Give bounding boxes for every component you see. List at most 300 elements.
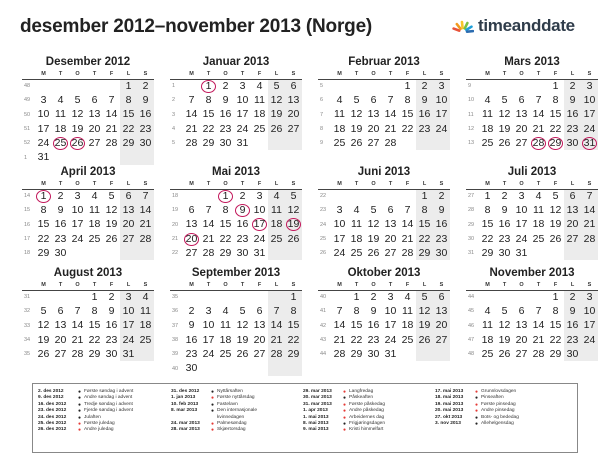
day-cell bbox=[200, 290, 217, 304]
holiday-day-number: 29 bbox=[549, 136, 562, 149]
day-number: 18 bbox=[532, 218, 545, 231]
week-number: 7 bbox=[320, 111, 324, 118]
week-number: 38 bbox=[172, 337, 179, 344]
day-number: 15 bbox=[418, 218, 431, 231]
day-cell bbox=[581, 319, 598, 333]
day-cell bbox=[365, 93, 382, 107]
day-cell bbox=[433, 347, 450, 361]
week-row bbox=[22, 246, 154, 260]
day-number: 15 bbox=[549, 319, 562, 332]
day-cell bbox=[183, 218, 200, 232]
day-number: 15 bbox=[37, 218, 50, 231]
weekday-header: M bbox=[183, 281, 200, 290]
day-cell bbox=[234, 232, 251, 246]
week-number: 22 bbox=[320, 193, 327, 200]
day-cell bbox=[234, 347, 251, 361]
day-cell bbox=[331, 232, 348, 246]
day-number: 19 bbox=[105, 218, 118, 231]
day-number: 7 bbox=[74, 304, 81, 317]
day-cell bbox=[399, 218, 416, 232]
day-number: 18 bbox=[333, 122, 346, 135]
weekday-header: M bbox=[35, 180, 52, 189]
day-number: 21 bbox=[270, 333, 283, 346]
day-cell bbox=[496, 218, 513, 232]
day-cell bbox=[331, 79, 348, 93]
day-number: 19 bbox=[549, 218, 562, 231]
week-number-header bbox=[466, 180, 479, 189]
red-dot-icon: ● bbox=[475, 389, 479, 395]
day-number: 27 bbox=[122, 232, 135, 245]
day-number: 9 bbox=[57, 203, 64, 216]
month-title: August 2013 bbox=[53, 267, 123, 279]
red-dot-icon: ● bbox=[211, 427, 215, 434]
week-row bbox=[318, 304, 450, 318]
day-number: 2 bbox=[142, 79, 149, 92]
weekday-header: S bbox=[285, 180, 302, 189]
day-cell bbox=[479, 246, 496, 260]
day-cell bbox=[416, 93, 433, 107]
day-cell bbox=[285, 189, 302, 203]
day-number: 13 bbox=[54, 319, 67, 332]
weekday-header-row bbox=[466, 180, 598, 189]
day-number: 24 bbox=[333, 246, 346, 259]
day-number: 30 bbox=[54, 246, 67, 259]
day-number: 20 bbox=[287, 108, 300, 121]
day-cell bbox=[581, 290, 598, 304]
week-number-header bbox=[170, 281, 183, 290]
day-number: 30 bbox=[185, 362, 198, 375]
holiday-name: Første påskedag bbox=[349, 401, 385, 407]
day-cell bbox=[268, 93, 285, 107]
weekday-header: T bbox=[86, 180, 103, 189]
day-cell bbox=[399, 93, 416, 107]
holiday-name: Palmesøndag bbox=[217, 420, 247, 426]
day-number: 11 bbox=[482, 108, 493, 121]
day-number: 20 bbox=[253, 333, 266, 346]
holiday-date: 31. des 2012 bbox=[171, 389, 200, 394]
day-cell bbox=[416, 79, 433, 93]
weekday-header: F bbox=[251, 281, 268, 290]
day-cell bbox=[35, 203, 52, 217]
month-grid bbox=[466, 281, 598, 361]
week-row bbox=[466, 189, 598, 203]
weekday-header: F bbox=[547, 180, 564, 189]
week-number: 51 bbox=[24, 126, 31, 133]
day-cell bbox=[69, 189, 86, 203]
day-cell bbox=[251, 136, 268, 150]
day-number: 27 bbox=[435, 333, 448, 346]
day-cell bbox=[382, 93, 399, 107]
day-cell bbox=[103, 319, 120, 333]
day-number: 16 bbox=[566, 319, 579, 332]
day-cell bbox=[69, 246, 86, 260]
day-cell bbox=[433, 333, 450, 347]
week-number: 24 bbox=[320, 221, 327, 228]
week-row bbox=[170, 319, 302, 333]
day-number: 9 bbox=[501, 203, 508, 216]
day-cell bbox=[433, 108, 450, 122]
day-number: 19 bbox=[498, 333, 511, 346]
day-cell bbox=[479, 304, 496, 318]
day-cell bbox=[564, 108, 581, 122]
day-number: 30 bbox=[498, 246, 511, 259]
day-cell bbox=[200, 93, 217, 107]
day-number: 16 bbox=[139, 108, 152, 121]
weekday-header: T bbox=[496, 281, 513, 290]
day-cell bbox=[137, 79, 154, 93]
weekday-header: L bbox=[268, 180, 285, 189]
day-cell bbox=[496, 290, 513, 304]
week-number: 50 bbox=[24, 111, 31, 118]
day-cell bbox=[530, 108, 547, 122]
day-number: 18 bbox=[88, 218, 101, 231]
day-cell bbox=[200, 347, 217, 361]
weekday-header: S bbox=[285, 281, 302, 290]
day-number: 8 bbox=[552, 304, 559, 317]
week-number: 46 bbox=[468, 322, 475, 329]
day-cell bbox=[234, 246, 251, 260]
day-number: 17 bbox=[122, 319, 135, 332]
day-number: 29 bbox=[37, 246, 50, 259]
day-cell bbox=[86, 203, 103, 217]
week-number: 12 bbox=[468, 126, 475, 133]
week-number: 44 bbox=[468, 294, 475, 301]
day-number: 30 bbox=[236, 246, 249, 259]
day-number: 13 bbox=[185, 218, 198, 231]
day-cell bbox=[382, 319, 399, 333]
day-number: 6 bbox=[91, 93, 98, 106]
day-cell bbox=[234, 203, 251, 217]
day-number: 7 bbox=[387, 93, 394, 106]
month-calendar bbox=[22, 165, 154, 260]
day-cell bbox=[86, 218, 103, 232]
month-title: Januar 2013 bbox=[202, 56, 270, 68]
day-number: 24 bbox=[515, 232, 528, 245]
holiday-date: 16. des 2012 bbox=[38, 401, 67, 407]
black-dot-icon: ● bbox=[475, 395, 479, 402]
day-cell bbox=[513, 290, 530, 304]
weekday-header: T bbox=[382, 281, 399, 290]
week-number: 31 bbox=[24, 294, 31, 301]
holiday-day-number: 9 bbox=[235, 204, 250, 217]
weekday-header: T bbox=[348, 70, 365, 79]
day-cell bbox=[564, 79, 581, 93]
day-cell bbox=[399, 189, 416, 203]
day-number: 7 bbox=[535, 93, 542, 106]
day-cell bbox=[416, 136, 433, 150]
day-number: 16 bbox=[435, 218, 448, 231]
day-cell bbox=[382, 232, 399, 246]
day-cell bbox=[268, 108, 285, 122]
week-number-header bbox=[170, 70, 183, 79]
weekday-header: S bbox=[137, 281, 154, 290]
day-number: 5 bbox=[239, 304, 246, 317]
day-cell bbox=[382, 136, 399, 150]
day-number: 23 bbox=[139, 122, 152, 135]
day-number: 6 bbox=[387, 203, 394, 216]
holiday-row bbox=[171, 427, 301, 433]
day-cell bbox=[433, 246, 450, 260]
day-number: 30 bbox=[566, 136, 579, 149]
week-row bbox=[466, 79, 598, 93]
day-cell bbox=[120, 203, 137, 217]
month-calendar bbox=[466, 266, 598, 361]
weekday-header: T bbox=[86, 281, 103, 290]
day-cell bbox=[285, 347, 302, 361]
day-number: 22 bbox=[202, 122, 215, 135]
day-cell bbox=[200, 136, 217, 150]
day-number: 4 bbox=[484, 93, 491, 106]
brand-logo[interactable] bbox=[452, 16, 575, 36]
day-number: 15 bbox=[219, 218, 232, 231]
holiday-name: Kristi himmelfart bbox=[349, 427, 384, 433]
day-cell bbox=[200, 108, 217, 122]
weekday-header-row bbox=[170, 180, 302, 189]
day-cell bbox=[200, 122, 217, 136]
week-row bbox=[170, 218, 302, 232]
weekday-header: L bbox=[120, 70, 137, 79]
holiday-column bbox=[303, 389, 433, 434]
day-number: 27 bbox=[367, 136, 380, 149]
weekday-header: M bbox=[331, 70, 348, 79]
day-cell bbox=[217, 189, 234, 203]
day-number: 3 bbox=[336, 203, 343, 216]
day-cell bbox=[217, 108, 234, 122]
week-number: 36 bbox=[172, 308, 179, 315]
day-cell bbox=[137, 304, 154, 318]
day-number: 24 bbox=[202, 347, 215, 360]
day-number: 31 bbox=[236, 136, 249, 149]
weekday-header: T bbox=[530, 70, 547, 79]
week-row bbox=[466, 319, 598, 333]
day-cell bbox=[52, 189, 69, 203]
day-cell bbox=[234, 122, 251, 136]
day-cell bbox=[35, 304, 52, 318]
day-cell bbox=[35, 79, 52, 93]
holiday-name: kvinnedagen bbox=[217, 414, 245, 420]
day-number: 23 bbox=[367, 333, 380, 346]
day-cell bbox=[581, 189, 598, 203]
week-number: 15 bbox=[24, 207, 31, 214]
day-number: 30 bbox=[566, 347, 579, 360]
day-number: 17 bbox=[236, 108, 249, 121]
week-number: 45 bbox=[468, 308, 475, 315]
day-cell bbox=[251, 232, 268, 246]
day-cell bbox=[120, 333, 137, 347]
week-row bbox=[318, 189, 450, 203]
month-title: Desember 2012 bbox=[45, 56, 131, 68]
day-number: 11 bbox=[89, 203, 100, 216]
day-cell bbox=[285, 108, 302, 122]
day-cell bbox=[268, 347, 285, 361]
holiday-name: Andre juledag bbox=[84, 427, 114, 433]
day-cell bbox=[530, 189, 547, 203]
day-number: 19 bbox=[498, 122, 511, 135]
week-row bbox=[318, 218, 450, 232]
day-cell bbox=[234, 79, 251, 93]
weekday-header: F bbox=[547, 281, 564, 290]
day-number: 10 bbox=[202, 319, 215, 332]
day-cell bbox=[103, 218, 120, 232]
day-cell bbox=[251, 319, 268, 333]
holiday-date: 1. mai 2013 bbox=[303, 414, 329, 420]
day-number: 18 bbox=[54, 122, 67, 135]
day-number: 1 bbox=[421, 189, 428, 202]
day-cell bbox=[496, 122, 513, 136]
day-number: 31 bbox=[37, 151, 50, 164]
day-cell bbox=[137, 232, 154, 246]
week-number: 5 bbox=[172, 140, 176, 147]
day-number: 6 bbox=[57, 304, 64, 317]
day-number: 23 bbox=[236, 232, 249, 245]
month-calendar bbox=[466, 165, 598, 260]
red-dot-icon: ● bbox=[211, 395, 215, 402]
day-number: 3 bbox=[205, 304, 212, 317]
week-number: 40 bbox=[172, 365, 179, 372]
week-row bbox=[466, 136, 598, 150]
month-grid bbox=[22, 281, 154, 361]
day-number: 27 bbox=[515, 136, 528, 149]
day-cell bbox=[217, 93, 234, 107]
day-cell bbox=[530, 122, 547, 136]
day-cell bbox=[200, 203, 217, 217]
day-number: 15 bbox=[287, 319, 300, 332]
month-calendar bbox=[170, 165, 302, 260]
day-cell bbox=[285, 79, 302, 93]
black-dot-icon: ● bbox=[211, 401, 215, 408]
day-number: 2 bbox=[438, 189, 445, 202]
day-number: 11 bbox=[533, 203, 544, 216]
day-number: 22 bbox=[401, 122, 414, 135]
day-cell bbox=[120, 218, 137, 232]
day-cell bbox=[234, 333, 251, 347]
weekday-header: O bbox=[513, 281, 530, 290]
week-number: 22 bbox=[172, 250, 179, 257]
day-cell bbox=[564, 304, 581, 318]
day-cell bbox=[35, 108, 52, 122]
month-grid bbox=[466, 180, 598, 260]
day-cell bbox=[547, 333, 564, 347]
day-cell bbox=[200, 189, 217, 203]
day-cell bbox=[86, 304, 103, 318]
day-cell bbox=[530, 136, 547, 150]
month-grid bbox=[466, 70, 598, 150]
day-cell bbox=[581, 122, 598, 136]
day-cell bbox=[35, 136, 52, 150]
weekday-header: O bbox=[217, 180, 234, 189]
weekday-header: M bbox=[479, 70, 496, 79]
day-number: 28 bbox=[333, 347, 346, 360]
weekday-header: O bbox=[217, 70, 234, 79]
day-number: 11 bbox=[351, 218, 362, 231]
day-cell bbox=[35, 122, 52, 136]
weekday-header: T bbox=[530, 281, 547, 290]
week-row bbox=[170, 246, 302, 260]
day-cell bbox=[399, 122, 416, 136]
day-cell bbox=[433, 304, 450, 318]
day-cell bbox=[251, 189, 268, 203]
day-number: 17 bbox=[202, 333, 215, 346]
day-cell bbox=[547, 93, 564, 107]
day-number: 25 bbox=[270, 232, 283, 245]
weekday-header: L bbox=[416, 70, 433, 79]
day-cell bbox=[433, 122, 450, 136]
day-cell bbox=[530, 246, 547, 260]
day-cell bbox=[103, 122, 120, 136]
day-cell bbox=[103, 304, 120, 318]
day-cell bbox=[120, 93, 137, 107]
day-cell bbox=[285, 203, 302, 217]
day-cell bbox=[200, 218, 217, 232]
weekday-header: O bbox=[365, 70, 382, 79]
weekday-header-row bbox=[318, 281, 450, 290]
day-number: 5 bbox=[552, 189, 559, 202]
day-cell bbox=[200, 246, 217, 260]
day-number: 9 bbox=[569, 304, 576, 317]
weekday-header: M bbox=[331, 180, 348, 189]
week-number: 3 bbox=[172, 111, 176, 118]
logo-ray bbox=[467, 31, 473, 32]
day-number: 11 bbox=[140, 304, 151, 317]
day-cell bbox=[513, 122, 530, 136]
day-number: 11 bbox=[334, 108, 345, 121]
red-dot-icon: ● bbox=[78, 427, 82, 434]
day-cell bbox=[103, 150, 120, 164]
day-cell bbox=[183, 361, 200, 375]
day-cell bbox=[120, 319, 137, 333]
day-cell bbox=[433, 189, 450, 203]
week-number: 40 bbox=[320, 294, 327, 301]
day-cell bbox=[348, 333, 365, 347]
week-row bbox=[22, 93, 154, 107]
day-cell bbox=[433, 319, 450, 333]
day-number: 15 bbox=[350, 319, 363, 332]
day-cell bbox=[479, 232, 496, 246]
week-row bbox=[22, 150, 154, 164]
day-number: 4 bbox=[353, 203, 360, 216]
week-number: 9 bbox=[320, 140, 324, 147]
day-cell bbox=[120, 136, 137, 150]
day-number: 8 bbox=[205, 93, 212, 106]
day-cell bbox=[547, 122, 564, 136]
day-number: 20 bbox=[515, 122, 528, 135]
day-number: 28 bbox=[71, 347, 84, 360]
day-cell bbox=[137, 150, 154, 164]
day-cell bbox=[234, 93, 251, 107]
day-cell bbox=[251, 246, 268, 260]
month-grid bbox=[318, 180, 450, 260]
holiday-name: Pinseaften bbox=[481, 395, 504, 401]
day-cell bbox=[234, 218, 251, 232]
day-cell bbox=[285, 304, 302, 318]
day-cell bbox=[496, 189, 513, 203]
holiday-name: Tredje søndag i advent bbox=[84, 401, 133, 407]
day-cell bbox=[217, 203, 234, 217]
day-number: 5 bbox=[370, 203, 377, 216]
day-cell bbox=[348, 246, 365, 260]
day-number: 6 bbox=[438, 290, 445, 303]
week-number: 27 bbox=[468, 193, 475, 200]
day-number: 4 bbox=[404, 290, 411, 303]
weekday-header: S bbox=[433, 70, 450, 79]
day-number: 27 bbox=[253, 347, 266, 360]
day-cell bbox=[69, 203, 86, 217]
month-grid bbox=[170, 180, 302, 260]
week-number-header bbox=[466, 281, 479, 290]
day-cell bbox=[183, 347, 200, 361]
day-cell bbox=[52, 122, 69, 136]
day-cell bbox=[479, 122, 496, 136]
